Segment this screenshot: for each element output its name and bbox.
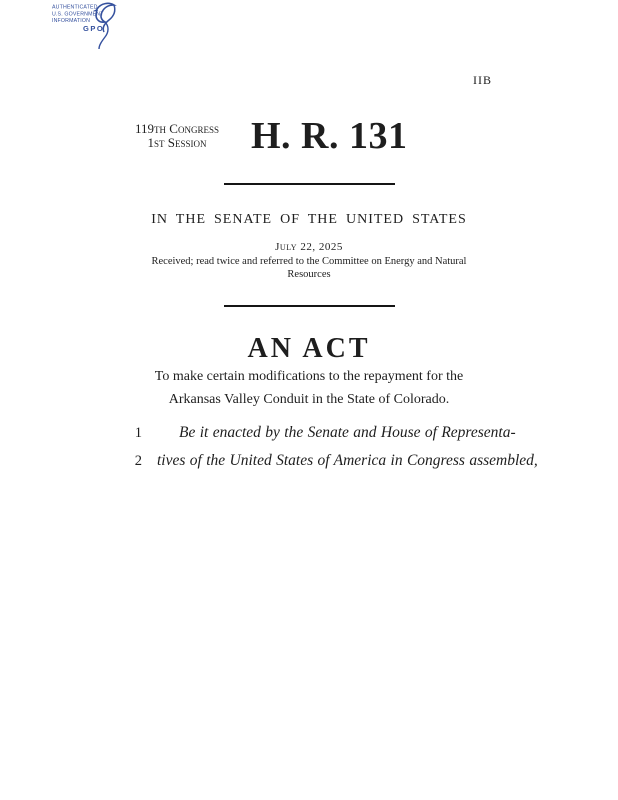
gpo-label: GPO	[83, 24, 105, 33]
bill-number: H. R. 131	[251, 115, 408, 157]
enacting-clause-text: tives of the United States of America in Congress assembled,	[157, 452, 538, 469]
received-date: July 22, 2025	[275, 241, 343, 253]
enacting-clause-text: Be it enacted by the Senate and House of Representa-	[179, 424, 516, 441]
act-title-line1: To make certain modifications to the repayment for the	[154, 369, 464, 384]
bill-text-line	[133, 452, 538, 470]
chamber-heading: IN THE SENATE OF THE UNITED STATES	[151, 212, 467, 227]
stamp-text	[52, 4, 104, 24]
line-number: 1	[134, 425, 142, 441]
doc-code: IIB	[473, 73, 492, 87]
stamp-line-authenticated: AUTHENTICATED	[52, 4, 98, 10]
act-heading: AN ACT	[247, 333, 371, 364]
act-title-line2: Arkansas Valley Conduit in the State of Colorado.	[168, 391, 450, 407]
stamp-line-information: INFORMATION	[52, 18, 91, 24]
gpo-eagle-icon	[92, 2, 118, 55]
bill-text-line	[133, 424, 516, 442]
session-label: 1st Session	[147, 135, 207, 150]
line-number: 2	[134, 453, 142, 469]
congress-session-block	[124, 122, 230, 150]
stamp-line-us-government: U.S. GOVERNMENT	[52, 11, 104, 17]
committee-referral-line1: Received; read twice and referred to the Committee on Energy and Natural	[151, 256, 467, 267]
divider-rule-bottom	[224, 305, 395, 307]
committee-referral-line2: Resources	[287, 269, 331, 280]
congress-label: 119th Congress	[135, 121, 219, 136]
divider-rule-top	[224, 183, 395, 185]
